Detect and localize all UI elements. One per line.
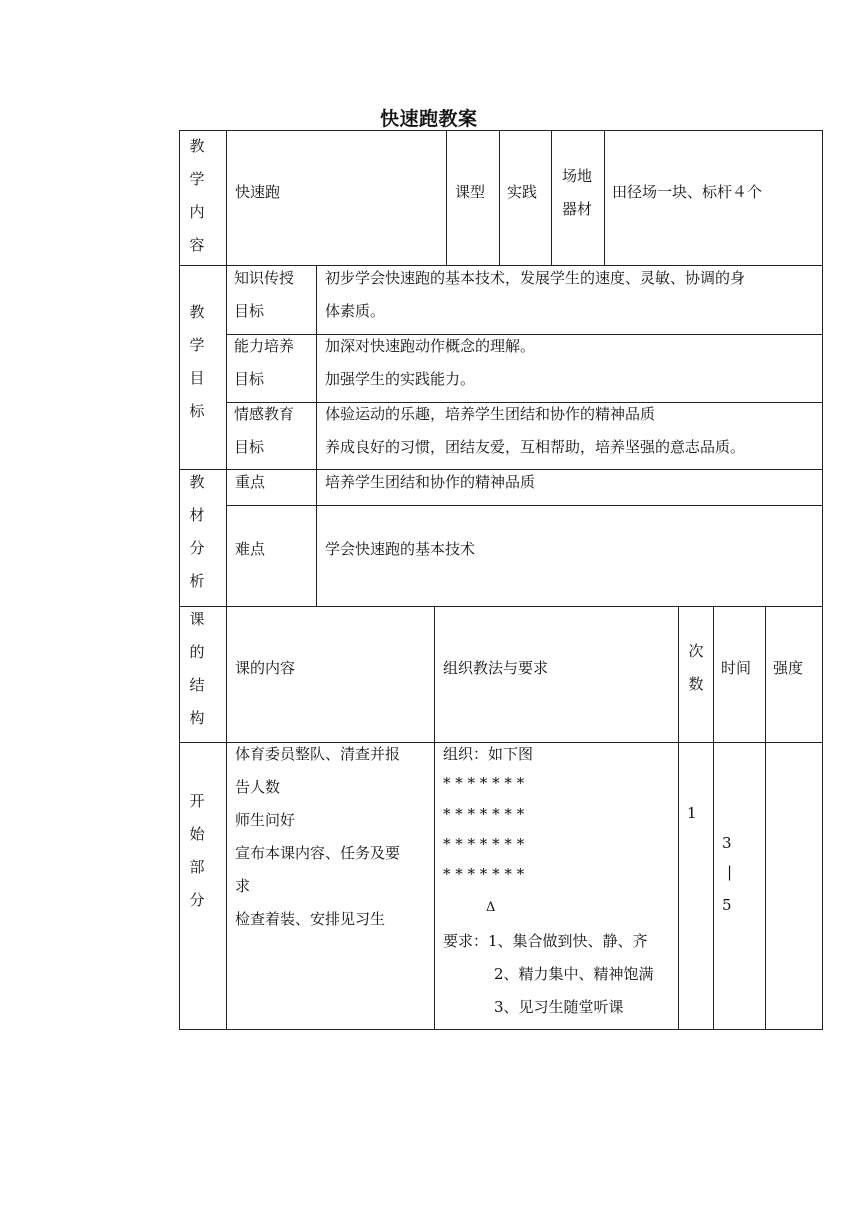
column-header-time: 时间 [721, 659, 752, 677]
column-header-count: 次数 [688, 642, 704, 693]
start-part-time-from: 3 [722, 834, 732, 852]
venue-equipment-label: 场地器材 [561, 167, 592, 218]
start-part-time-to: 5 [722, 896, 732, 914]
table-border-left [179, 130, 180, 1030]
material-analysis-header: 教材分析 [189, 473, 205, 590]
goal-text-ability: 加深对快速跑动作概念的理解。 加强学生的实践能力。 [325, 337, 536, 388]
difficulty-text: 学会快速跑的基本技术 [325, 540, 476, 558]
goal-label-knowledge: 知识传授目标 [234, 269, 295, 320]
column-divider [678, 606, 679, 1030]
start-part-time-separator: | [727, 863, 733, 881]
venue-equipment-value: 田径场一块、标杆４个 [612, 183, 763, 201]
goal-text-emotion: 体验运动的乐趣，培养学生团结和协作的精神品质 养成良好的习惯，团结友爱，互相帮助，培养坚强的意志品质。 [325, 405, 746, 456]
column-divider [316, 265, 317, 607]
start-part-content: 体育委员整队、清查并报 告人数 师生问好 宣布本课内容、任务及要 求 检查着装、安排见习生 [235, 745, 401, 928]
organization-label: 组织：如下图 [443, 745, 534, 763]
table-border-bottom [179, 1029, 823, 1030]
column-divider [434, 606, 435, 1030]
column-header-method: 组织教法与要求 [443, 659, 549, 677]
column-header-intensity: 强度 [773, 659, 804, 677]
row-divider [179, 606, 823, 607]
teaching-content-header: 教学内容 [189, 137, 205, 254]
column-divider [765, 606, 766, 1030]
lesson-structure-header: 课的结构 [189, 610, 205, 727]
key-point-label: 重点 [235, 473, 266, 491]
table-border-top [179, 130, 823, 131]
start-part-header: 开始部分 [189, 792, 205, 909]
formation-row: * * * * * * * [443, 865, 525, 883]
teacher-position-mark: Δ [486, 900, 496, 915]
goal-text-knowledge: 初步学会快速跑的基本技术，发展学生的速度、灵敏、协调的身 体素质。 [325, 269, 746, 320]
teaching-content-value: 快速跑 [235, 183, 281, 201]
column-header-content: 课的内容 [235, 659, 296, 677]
key-point-text: 培养学生团结和协作的精神品质 [325, 473, 536, 491]
column-divider [551, 130, 552, 266]
start-part-count: 1 [687, 804, 697, 822]
document-title: 快速跑教案 [380, 108, 478, 130]
formation-row: * * * * * * * [443, 774, 525, 792]
column-divider [499, 130, 500, 266]
column-divider [446, 130, 447, 266]
goal-label-emotion: 情感教育目标 [234, 405, 295, 456]
requirement-item: 2、精力集中、精神饱满 [494, 965, 654, 983]
formation-row: * * * * * * * [443, 805, 525, 823]
goal-label-ability: 能力培养目标 [234, 337, 295, 388]
teaching-goals-header: 教学目标 [189, 303, 205, 420]
requirement-item: 3、见习生随堂听课 [494, 998, 624, 1016]
difficulty-label: 难点 [235, 540, 266, 558]
formation-row: * * * * * * * [443, 835, 525, 853]
column-divider [226, 130, 227, 1030]
column-divider [713, 606, 714, 1030]
lesson-type-label: 课型 [455, 183, 486, 201]
lesson-type-value: 实践 [507, 183, 538, 201]
table-border-right [822, 130, 823, 1030]
column-divider [604, 130, 605, 266]
requirement-item: 要求：1、集合做到快、静、齐 [443, 932, 648, 950]
